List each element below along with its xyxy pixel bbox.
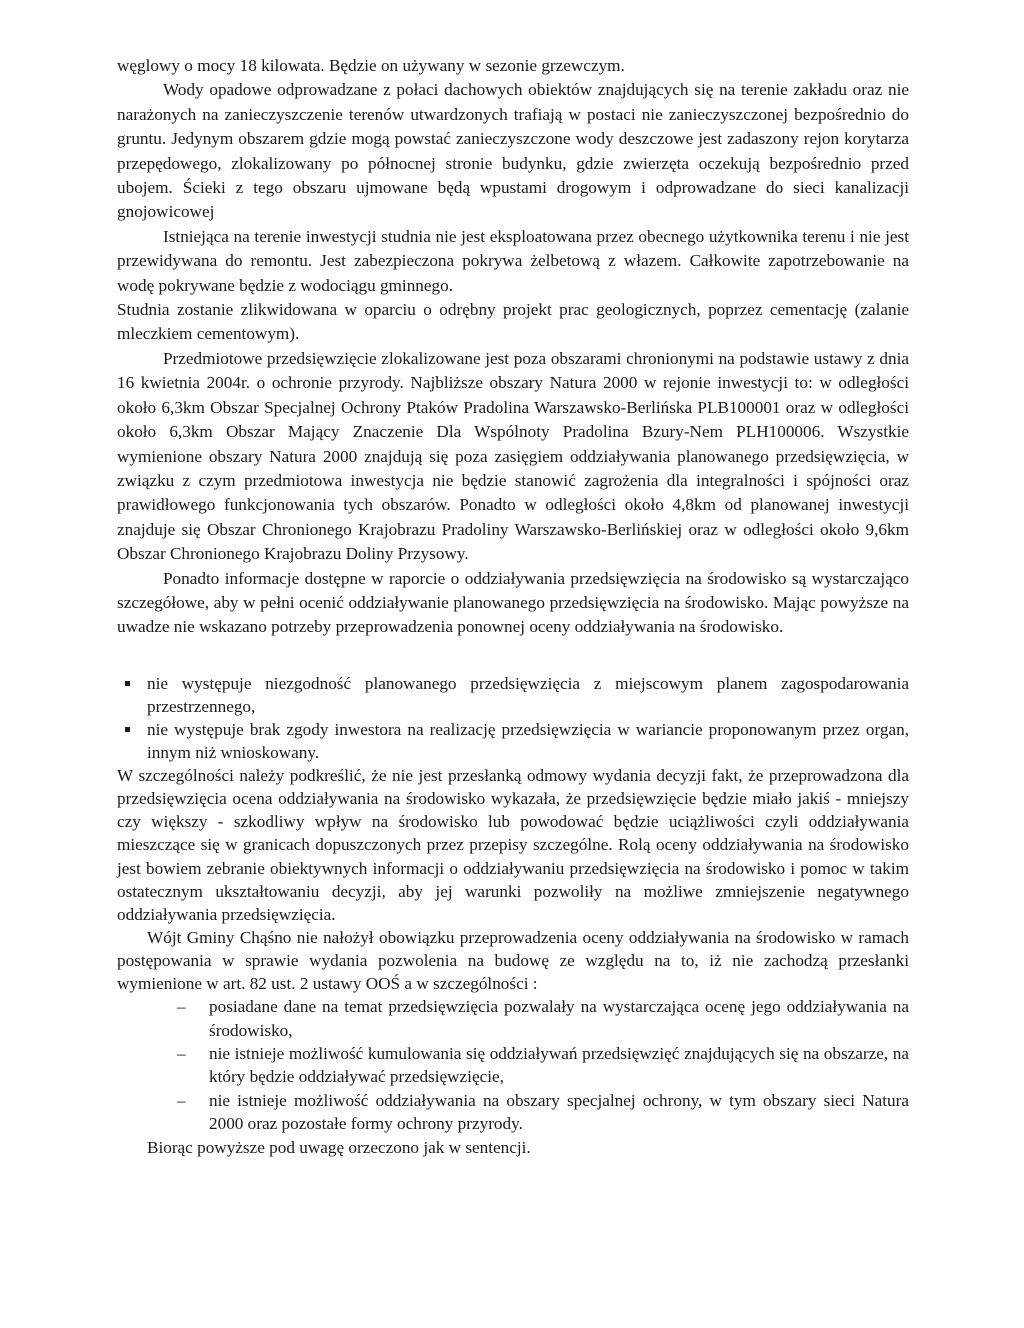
dash-list [117,995,909,1135]
list-item-text: nie występuje niezgodność planowanego przedsięwzięcia z miejscowym planem zagospodarowania przestrzennego, [147,673,909,716]
paragraph-report-sufficiency: Ponadto informacje dostępne w raporcie o oddziaływania przedsięwzięcia na środowisko są wystarczająco szczegółowe, aby w pełni ocenić oddziaływanie planowanego przedsięwzięcia na środowisko. Mając powyższe na uwadze nie wskazano potrzeby przeprowadzenia ponownej oceny oddziaływania na środowisko. [117,568,909,637]
dash-marker: – [177,1090,186,1110]
paragraph-well: Istniejąca na terenie inwestycji studnia nie jest eksploatowana przez obecnego użytkownika terenu i nie jest przewidywana do remontu. Jest zabezpieczona pokrywa żelbetową z włazem. Całkowite zapotrzebowanie na wodę pokrywane będzie z wodociągu gminnego. [117,226,909,295]
paragraph-natura-2000: Przedmiotowe przedsięwzięcie zlokalizowane jest poza obszarami chronionymi na podstawie ustawy z dnia 16 kwietnia 2004r. o ochronie przyrody. Najbliższe obszary Natura 2000 w rejonie inwestycji to: w odległości około 6,3km Obszar Specjalnej Ochrony Ptaków Pradolina Warszawsko-Berlińska PLB100001 oraz w odległości około 6,3km Obszar Mający Znaczenie Dla Wspólnoty Pradolina Bzury-Nem PLH100006. Wszystkie wymienione obszary Natura 2000 znajdują się poza zasięgiem oddziaływania planowanego przedsięwzięcia, w związku z czym przedmiotowa inwestycja nie będzie stanowić zagrożenia dla integralności i spójności oraz prawidłowego funkcjonowania tych obszarów. Ponadto w odległości około 4,8km od planowanej inwestycji znajduje się Obszar Chronionego Krajobrazu Pradoliny Warszawsko-Berlińskiej oraz w odległości około 9,6km Obszar Chronionego Krajobrazu Doliny Przysowy. [117,348,909,564]
list-item-text: nie istnieje możliwość kumulowania się oddziaływań przedsięwzięć znajdujących się na obszarze, na który będzie oddziaływać przedsięwzięcie, [209,1043,909,1087]
paragraph-well-liquidation: Studnia zostanie zlikwidowana w oparciu o odrębny projekt prac geologicznych, poprzez cementację (zalanie mleczkiem cementowym). [117,300,909,344]
paragraph-closing: Biorąc powyższe pod uwagę orzeczono jak w sentencji. [147,1137,531,1157]
list-item [117,718,909,764]
bullet-list [117,672,909,764]
list-item-text: posiadane dane na temat przedsięwzięcia pozwalały na wystarczająca ocenę jego oddziaływania na środowisko, [209,997,909,1040]
spacer [117,640,909,672]
paragraph-in-particular: W szczególności należy podkreślić, że nie jest przesłanką odmowy wydania decyzji fakt, że przeprowadzona dla przedsięwzięcia ocena oddziaływania na środowisko wykazała, że przedsięwzięcie będzie miało jakiś - mniejszy czy większy - szkodliwy wpływ na środowisko lub powodować będzie uciążliwości czyli oddziaływania mieszczące się w granicach dopuszczonych przez przepisy szczególne. Rolą oceny oddziaływania na środowisko jest bowiem zebranie obiektywnych informacji o oddziaływaniu przedsięwzięcia na środowisko i pomoc w takim ostatecznym ukształtowaniu decyzji, aby jej warunki pozwoliły na możliwe zmniejszenie negatywnego oddziaływania przedsięwzięcia. [117,765,909,924]
dash-marker: – [177,997,186,1017]
square-bullet-icon [125,681,130,686]
paragraph-heating: węglowy o mocy 18 kilowata. Będzie on używany w sezonie grzewczym. [117,56,625,75]
list-item-text: nie występuje brak zgody inwestora na realizację przedsięwzięcia w wariancie proponowanym przez organ, innym niż wnioskowany. [147,719,909,762]
square-bullet-icon [125,727,130,732]
dash-marker: – [177,1043,186,1063]
list-item [117,672,909,718]
list-item [117,1089,909,1136]
paragraph-rainwater: Wody opadowe odprowadzane z połaci dachowych obiektów znajdujących się na terenie zakładu oraz nie narażonych na zanieczyszczenie terenów utwardzonych trafiają w postaci nie zanieczyszczonej bezpośrednio do gruntu. Jedynym obszarem gdzie mogą powstać zanieczyszczone wody deszczowe jest zadaszony rejon korytarza przepędowego, zlokalizowany po północnej stronie budynku, gdzie zwierzęta oczekują bezpośrednio przed ubojem. Ścieki z tego obszaru ujmowane będą wpustami drogowym i odprowadzane do sieci kanalizacji gnojowicowej [117,80,909,222]
list-item-text: nie istnieje możliwość oddziaływania na obszary specjalnej ochrony, w tym obszary sieci Natura 2000 oraz pozostałe formy ochrony przyrody. [209,1090,909,1134]
list-item [117,995,909,1042]
paragraph-wojt: Wójt Gminy Chąśno nie nałożył obowiązku przeprowadzenia oceny oddziaływania na środowisko w ramach postępowania w sprawie wydania pozwolenia na budowę ze względu na to, iż nie zachodzą przesłanki wymienione w art. 82 ust. 2 ustawy OOŚ a w szczególności : [117,928,909,994]
list-item [117,1042,909,1089]
